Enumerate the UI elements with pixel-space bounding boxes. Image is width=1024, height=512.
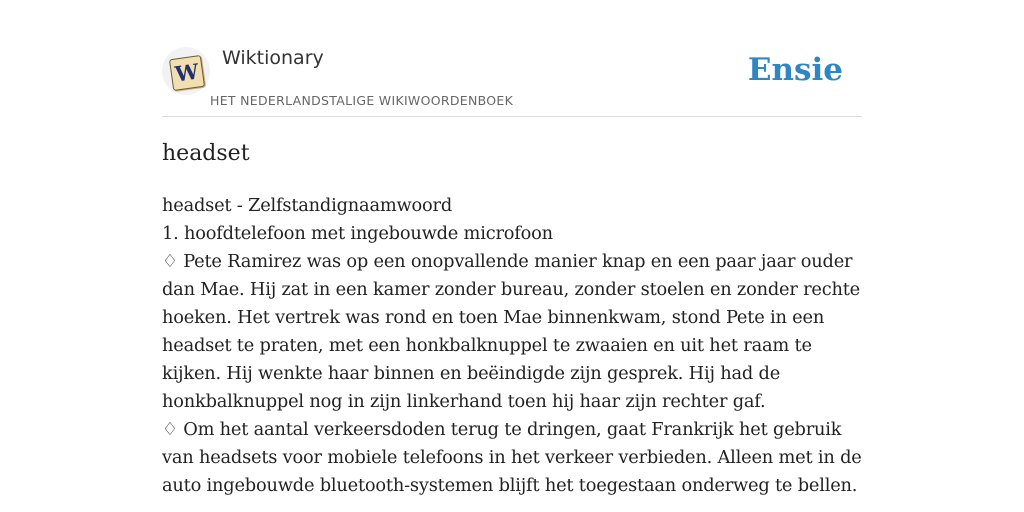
entry-title: headset (162, 141, 250, 166)
definition-block (162, 192, 862, 500)
wiktionary-logo[interactable] (162, 47, 210, 95)
site-name[interactable]: Wiktionary (222, 47, 324, 69)
ensie-brand-link[interactable]: Ensie (747, 52, 843, 88)
logo-letter: W (173, 58, 201, 87)
example-sentence: ♢ Pete Ramirez was op een onopvallende manier knap en een paar jaar ouder dan Mae. Hij zat in een kamer zonder bureau, zonder stoelen en zonder rechte hoeken. Het vertrek was rond en toen Mae binnenkwam, stond Pete in een headset te praten, met een honkbalknuppel te zwaaien en uit het raam te kijken. Hij wenkte haar binnen en beëindigde zijn gesprek. Hij had de honkbalknuppel nog in zijn linkerhand toen hij haar zijn rechter gaf. (162, 251, 861, 412)
part-of-speech-line: headset - Zelfstandignaamwoord (162, 195, 453, 216)
letter-tile-icon (169, 55, 205, 91)
sense-line: 1. hoofdtelefoon met ingebouwde microfoon (162, 223, 553, 244)
site-header (162, 40, 862, 117)
entry-content (162, 139, 862, 500)
example-sentence: ♢ Om het aantal verkeersdoden terug te dringen, gaat Frankrijk het gebruik van headsets voor mobiele telefoons in het verkeer verbieden. Alleen met in de auto ingebouwde bluetooth-systemen blijft het toegestaan onderweg te bellen. (162, 419, 862, 496)
site-tagline: HET NEDERLANDSTALIGE WIKIWOORDENBOEK (210, 93, 514, 108)
